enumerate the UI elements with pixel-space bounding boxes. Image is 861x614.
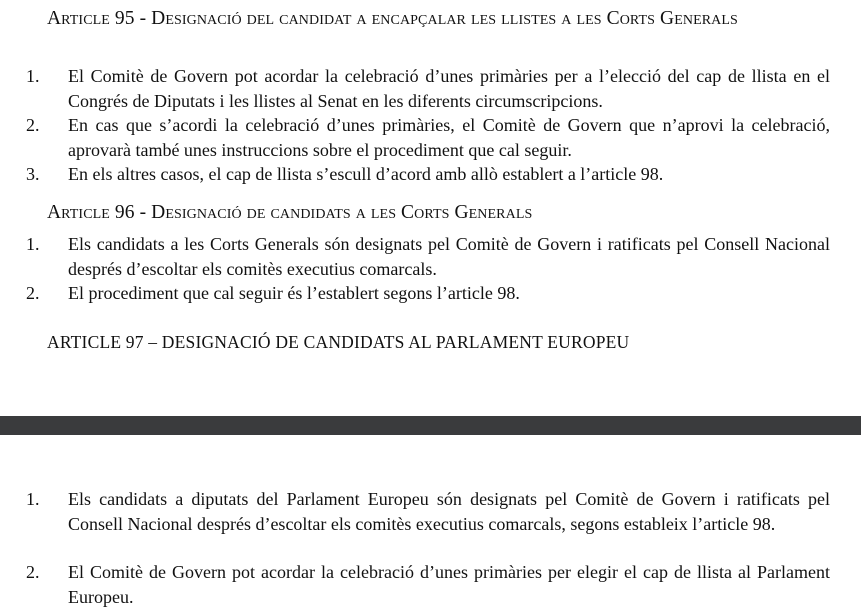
article-97-clause-2 bbox=[26, 560, 830, 609]
article-95-clause-3 bbox=[26, 162, 830, 187]
article-95-heading: Article 95 - Designació del candidat a encapçalar les llistes a les Corts Generals bbox=[47, 8, 738, 29]
article-96-clause-2 bbox=[26, 281, 830, 306]
clause-text: Els candidats a diputats del Parlament Europeu són designats pel Comitè de Govern i ratificats pel Consell Nacional després d’escoltar els comitès executius comarcals, segons estableix l’article 98. bbox=[68, 489, 830, 534]
clause-number: 2. bbox=[26, 562, 40, 582]
clause-text: En els altres casos, el cap de llista s’escull d’acord amb allò establert a l’article 98. bbox=[68, 164, 664, 184]
clause-text: En cas que s’acordi la celebració d’unes primàries, el Comitè de Govern que n’aprovi la celebració, aprovarà també unes instruccions sobre el procediment que cal seguir. bbox=[68, 115, 830, 160]
clause-text: Els candidats a les Corts Generals són designats pel Comitè de Govern i ratificats pel Consell Nacional després d’escoltar els comitès executius comarcals. bbox=[68, 234, 830, 279]
document-page-bottom bbox=[0, 435, 861, 614]
article-97-heading: ARTICLE 97 – DESIGNACIÓ DE CANDIDATS AL PARLAMENT EUROPEU bbox=[47, 332, 630, 352]
article-96-heading: Article 96 - Designació de candidats a les Corts Generals bbox=[47, 202, 533, 223]
clause-text: El Comitè de Govern pot acordar la celebració d’unes primàries per a l’elecció del cap de llista en el Congrés de Diputats i les llistes al Senat en les diferents circumscripcions. bbox=[68, 66, 830, 111]
clause-text: El procediment que cal seguir és l’establert segons l’article 98. bbox=[68, 283, 520, 303]
clause-text: El Comitè de Govern pot acordar la celebració d’unes primàries per elegir el cap de llista al Parlament Europeu. bbox=[68, 562, 830, 607]
article-96-clause-1 bbox=[26, 232, 830, 281]
clause-number: 1. bbox=[26, 66, 40, 86]
clause-number: 1. bbox=[26, 489, 40, 509]
article-95-clause-2 bbox=[26, 113, 830, 162]
article-95-clause-1 bbox=[26, 64, 830, 113]
clause-number: 3. bbox=[26, 164, 40, 184]
clause-number: 1. bbox=[26, 234, 40, 254]
clause-number: 2. bbox=[26, 283, 40, 303]
clause-number: 2. bbox=[26, 115, 40, 135]
article-97-clause-1 bbox=[26, 487, 830, 536]
page-separator bbox=[0, 416, 861, 435]
